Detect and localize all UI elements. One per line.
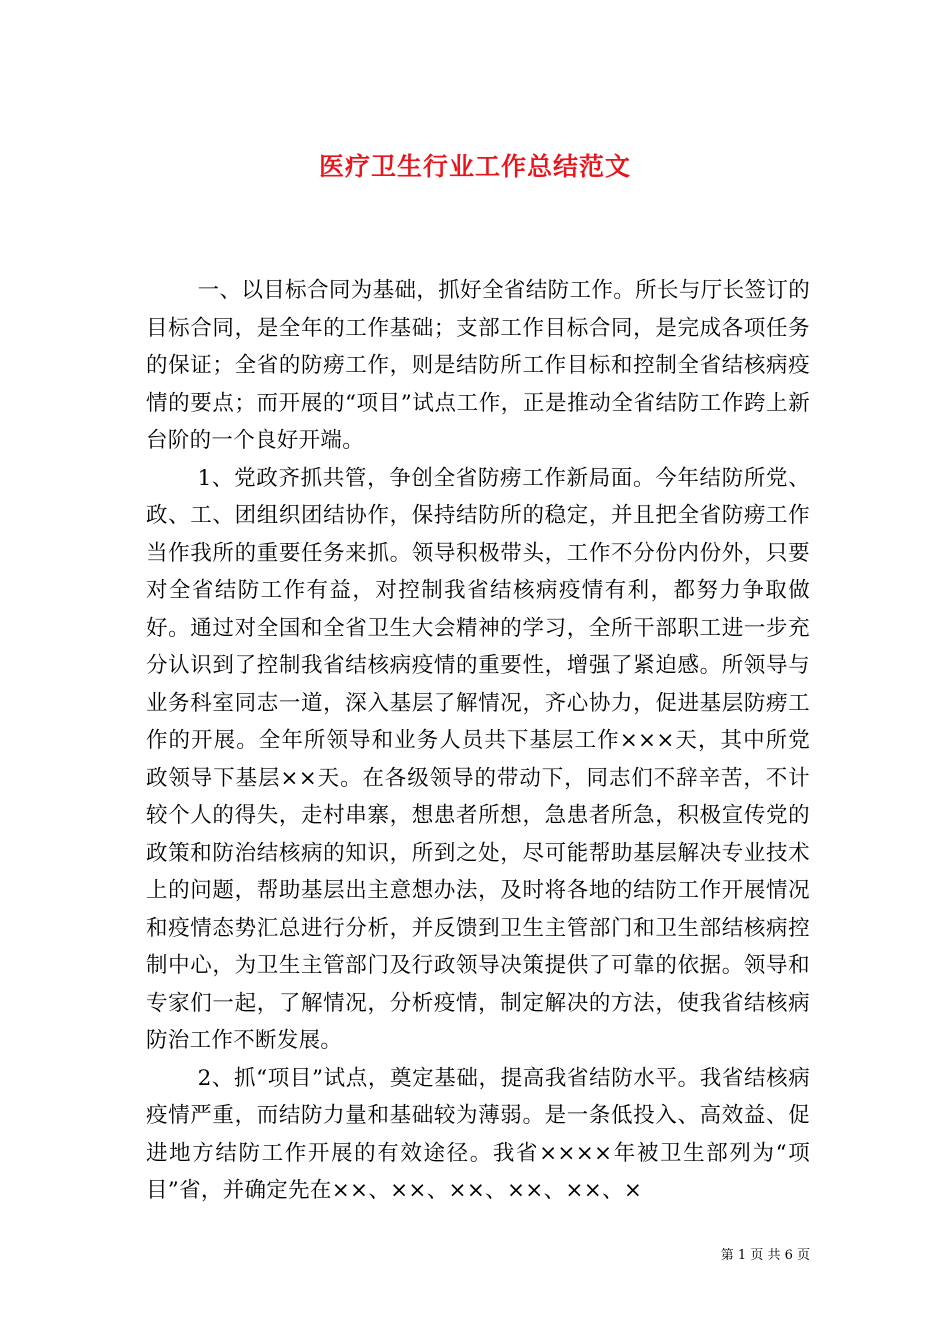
document-body <box>146 272 810 1210</box>
document-title: 医疗卫生行业工作总结范文 <box>318 151 631 181</box>
page-number: 第 1 页 共 6 页 <box>720 1248 810 1263</box>
paragraph-section-2: 2、抓“项目”试点，奠定基础，提高我省结防水平。我省结核病疫情严重，而结防力量和基础较为薄弱。是一条低投入、高效益、促进地方结防工作开展的有效途径。我省××××年被卫生部列为“项目”省，并确定先在××、××、××、××、××、× <box>146 1065 810 1203</box>
paragraph-intro: 一、以目标合同为基础，抓好全省结防工作。所长与厅长签订的目标合同，是全年的工作基础；支部工作目标合同，是完成各项任务的保证；全省的防痨工作，则是结防所工作目标和控制全省结核病疫情的要点；而开展的“项目”试点工作，正是推动全省结防工作跨上新台阶的一个良好开端。 <box>146 278 810 453</box>
paragraph-section-1: 1、党政齐抓共管，争创全省防痨工作新局面。今年结防所党、政、工、团组织团结协作，保持结防所的稳定，并且把全省防痨工作当作我所的重要任务来抓。领导积极带头，工作不分份内份外，只要对全省结防工作有益，对控制我省结核病疫情有利，都努力争取做好。通过对全国和全省卫生大会精神的学习，全所干部职工进一步充分认识到了控制我省结核病疫情的重要性，增强了紧迫感。所领导与业务科室同志一道，深入基层了解情况，齐心协力，促进基层防痨工作的开展。全年所领导和业务人员共下基层工作×××天，其中所党政领导下基层××天。在各级领导的带动下，同志们不辞辛苦，不计较个人的得失，走村串寨，想患者所想，急患者所急，积极宣传党的政策和防治结核病的知识，所到之处，尽可能帮助基层解决专业技术上的问题，帮助基层出主意想办法，及时将各地的结防工作开展情况和疫情态势汇总进行分析，并反馈到卫生主管部门和卫生部结核病控制中心，为卫生主管部门及行政领导决策提供了可靠的依据。领导和专家们一起，了解情况，分析疫情，制定解决的方法，使我省结核病防治工作不断发展。 <box>146 465 810 1053</box>
